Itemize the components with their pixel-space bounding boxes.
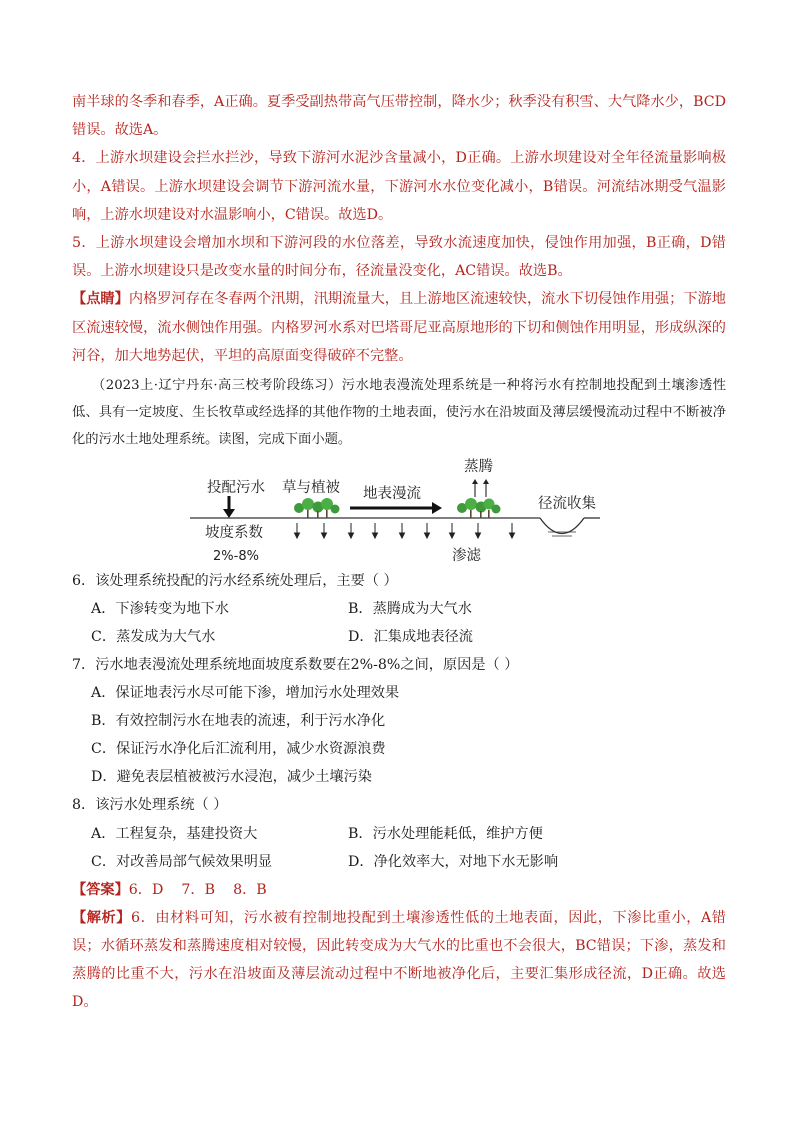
evaporation-arrows	[472, 479, 489, 497]
analysis-paragraph-6	[72, 904, 726, 1017]
question-7-stem: 7．污水地表漫流处理系统地面坡度系数要在2%-8%之间，原因是（ ）	[72, 657, 519, 674]
question-8-stem: 8．该污水处理系统（ ）	[72, 797, 228, 814]
key-point-paragraph	[72, 285, 726, 370]
q6-option-d[interactable]: D．汇集成地表径流	[348, 629, 473, 646]
q8-option-b[interactable]: B．污水处理能耗低，维护方便	[348, 825, 543, 842]
vegetation-icon-1	[294, 498, 340, 518]
label-inject: 投配污水	[207, 480, 265, 497]
answer-line	[72, 876, 726, 904]
collection-basin	[540, 518, 584, 534]
analysis-tag: 【解析】	[72, 909, 131, 926]
label-collect: 径流收集	[538, 496, 596, 513]
flow-arrow-head	[432, 502, 442, 514]
q6-option-a[interactable]: A．下渗转变为地下水	[91, 601, 229, 618]
label-grass: 草与植被	[282, 480, 340, 497]
inject-arrow-head	[223, 509, 235, 518]
q7-option-b[interactable]: B．有效控制污水在地表的流速，利于污水净化	[91, 713, 386, 730]
question-8-options-row-1	[72, 820, 726, 848]
label-evaporation: 蒸腾	[464, 459, 493, 476]
q7-option-c[interactable]: C．保证污水净化后汇流利用，减少水资源浪费	[91, 741, 386, 758]
question-intro	[72, 372, 726, 453]
question-6-stem: 6．该处理系统投配的污水经系统处理后，主要（ ）	[72, 573, 398, 590]
label-slope-value: 2%-8%	[213, 549, 259, 565]
q7-option-d[interactable]: D．避免表层植被被污水浸泡，减少土壤污染	[91, 769, 372, 786]
question-6-options-row-2	[72, 623, 726, 651]
analysis-paragraph-3-end: 南半球的冬季和春季，A正确。夏季受副热带高气压带控制，降水少；秋季没有积雪、大气降水少，BCD错误。故选A。	[72, 94, 726, 139]
q7-option-a[interactable]: A．保证地表污水尽可能下渗，增加污水处理效果	[91, 685, 400, 702]
question-material: 污水地表漫流处理系统是一种将污水有控制地投配到土壤渗透性低、具有一定坡度、生长牧草或经选择的其他作物的土地表面，使污水在沿坡面及薄层缓慢流动过程中不断被净化的污水土地处理系统。读图，完成下面小题。	[72, 378, 727, 448]
question-source: （2023上·辽宁丹东·高三校考阶段练习）	[92, 378, 342, 394]
label-flow: 地表漫流	[363, 486, 421, 503]
page-content	[72, 88, 726, 1017]
analysis-paragraph-5: 5．上游水坝建设会增加水坝和下游河段的水位落差，导致水流速度加快，侵蚀作用加强，B正确，D错误。上游水坝建设只是改变水量的时间分布，径流量没变化，AC错误。故选B。	[72, 235, 726, 280]
question-8-options-row-2	[72, 848, 726, 876]
q8-option-d[interactable]: D．净化效率大，对地下水无影响	[348, 853, 559, 870]
analysis-paragraph-4: 4．上游水坝建设会拦水拦沙，导致下游河水泥沙含量减小，D正确。上游水坝建设对全年径流量影响极小，A错误。上游水坝建设会调节下游河流水量，下游河水水位变化减小，B错误。河流结冰期受气温影响，上游水坝建设对水温影响小，C错误。故选D。	[72, 150, 726, 223]
answer-tag: 【答案】	[72, 881, 129, 898]
question-6-options-row-1	[72, 595, 726, 623]
label-seepage: 渗滤	[452, 548, 481, 565]
label-slope: 坡度系数	[205, 525, 263, 542]
vegetation-icon-2	[457, 498, 501, 518]
q8-option-c[interactable]: C．对改善局部气候效果明显	[91, 853, 273, 870]
key-point-text: 内格罗河存在冬春两个汛期，汛期流量大，且上游地区流速较快，流水下切侵蚀作用强；下游地区流速较慢，流水侧蚀作用强。内格罗河水系对巴塔哥尼亚高原地形的下切和侧蚀作用明显，形成纵深的河谷，加大地势起伏，平坦的高原面变得破碎不完整。	[72, 291, 726, 364]
q6-option-c[interactable]: C．蒸发成为大气水	[91, 629, 216, 646]
analysis-text: 6．由材料可知，污水被有控制地投配到土壤渗透性低的土地表面，因此，下渗比重小，A错误；水循环蒸发和蒸腾速度相对较慢，因此转变成为大气水的比重也不会很大，BC错误；下渗，蒸发和蒸腾的比重不大，污水在沿坡面及薄层流动过程中不断地被净化后，主要汇集形成径流，D正确。故选D。	[72, 909, 726, 1011]
q8-option-a[interactable]: A．工程复杂，基建投资大	[91, 825, 258, 842]
q6-option-b[interactable]: B．蒸腾成为大气水	[348, 601, 472, 618]
answer-text: 6．D 7．B 8．B	[128, 881, 267, 898]
diagram-svg	[72, 453, 726, 567]
sewage-system-diagram	[72, 453, 726, 567]
seepage-arrows	[295, 523, 515, 538]
key-point-tag: 【点睛】	[72, 291, 129, 308]
